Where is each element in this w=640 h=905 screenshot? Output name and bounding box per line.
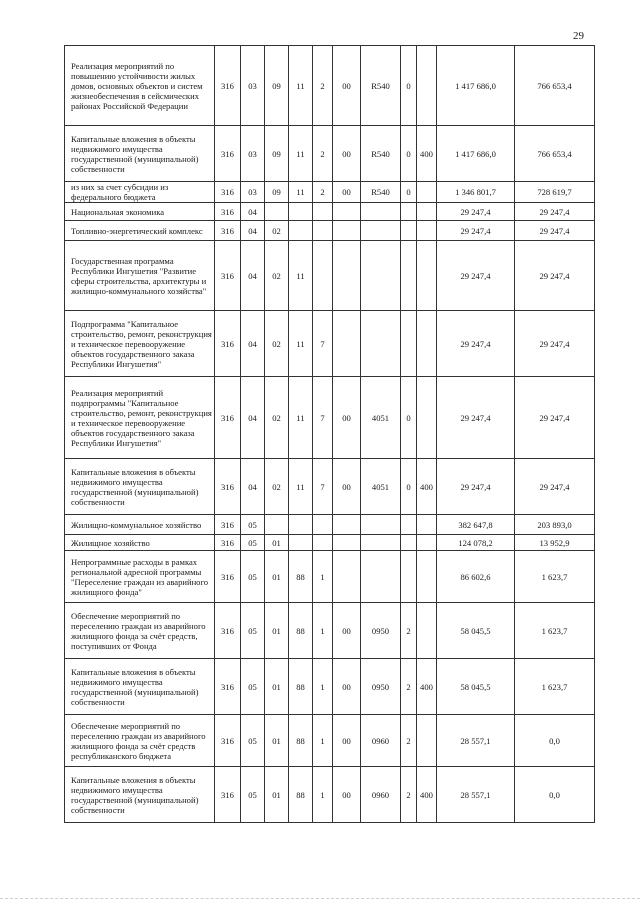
row-name: Жилищно-коммунальное хозяйство [65, 515, 215, 535]
row-direction-code: 0960 [361, 767, 401, 823]
row-subsection-code: 09 [265, 126, 289, 182]
page-bottom-edge [0, 898, 640, 900]
row-activity-code: 00 [333, 126, 361, 182]
table-row [65, 459, 595, 515]
row-activity-code: 00 [333, 767, 361, 823]
row-program-code [289, 535, 313, 551]
row-activity-code: 00 [333, 377, 361, 459]
row-detail-code: 2 [401, 767, 417, 823]
row-activity-code [333, 311, 361, 377]
row-subprogram-code [313, 221, 333, 241]
row-direction-code [361, 551, 401, 603]
row-expense-type-code: 400 [417, 659, 437, 715]
row-ved-code: 316 [215, 659, 241, 715]
row-name: Обеспечение мероприятий по переселению граждан из аварийного жилищного фонда за счёт средств республиканского бюджета [65, 715, 215, 767]
row-subsection-code: 02 [265, 311, 289, 377]
row-subsection-code: 09 [265, 46, 289, 126]
row-direction-code: R540 [361, 126, 401, 182]
row-ved-code: 316 [215, 459, 241, 515]
row-ved-code: 316 [215, 221, 241, 241]
row-program-code: 11 [289, 182, 313, 203]
row-ved-code: 316 [215, 551, 241, 603]
page-number: 29 [573, 30, 584, 42]
row-program-code: 88 [289, 659, 313, 715]
row-amount-2: 29 247,4 [515, 377, 595, 459]
row-name: Капитальные вложения в объекты недвижимого имущества государственной (муниципальной) собственности [65, 659, 215, 715]
row-name: Капитальные вложения в объекты недвижимого имущества государственной (муниципальной) собственности [65, 126, 215, 182]
row-amount-2: 29 247,4 [515, 311, 595, 377]
row-amount-1: 28 557,1 [437, 715, 515, 767]
row-subprogram-code: 1 [313, 659, 333, 715]
row-amount-2: 13 952,9 [515, 535, 595, 551]
row-activity-code: 00 [333, 603, 361, 659]
table-row [65, 551, 595, 603]
row-section-code: 05 [241, 603, 265, 659]
row-subsection-code: 01 [265, 551, 289, 603]
table-row [65, 182, 595, 203]
row-section-code: 04 [241, 459, 265, 515]
row-activity-code: 00 [333, 46, 361, 126]
row-subsection-code: 02 [265, 377, 289, 459]
row-direction-code: 4051 [361, 459, 401, 515]
row-direction-code [361, 241, 401, 311]
row-subsection-code: 01 [265, 715, 289, 767]
row-name: Обеспечение мероприятий по переселению граждан из аварийного жилищного фонда за счёт средств, поступивших от Фонда [65, 603, 215, 659]
row-detail-code: 2 [401, 659, 417, 715]
row-activity-code: 00 [333, 182, 361, 203]
row-program-code: 88 [289, 715, 313, 767]
row-subprogram-code: 2 [313, 46, 333, 126]
row-ved-code: 316 [215, 377, 241, 459]
row-subsection-code: 01 [265, 659, 289, 715]
row-detail-code: 0 [401, 46, 417, 126]
row-direction-code: 0950 [361, 603, 401, 659]
row-name: Непрограммные расходы в рамках региональной адресной программы "Переселение граждан из аварийного жилищного фонда" [65, 551, 215, 603]
row-direction-code [361, 203, 401, 221]
table-row [65, 46, 595, 126]
row-ved-code: 316 [215, 126, 241, 182]
row-activity-code [333, 515, 361, 535]
row-program-code: 11 [289, 126, 313, 182]
row-ved-code: 316 [215, 767, 241, 823]
row-subprogram-code: 2 [313, 126, 333, 182]
table-row [65, 203, 595, 221]
row-direction-code [361, 515, 401, 535]
row-detail-code [401, 203, 417, 221]
row-expense-type-code [417, 551, 437, 603]
table-row [65, 377, 595, 459]
table-row [65, 241, 595, 311]
row-amount-1: 1 417 686,0 [437, 126, 515, 182]
row-section-code: 05 [241, 767, 265, 823]
table-row [65, 126, 595, 182]
row-amount-2: 0,0 [515, 767, 595, 823]
row-subprogram-code: 1 [313, 715, 333, 767]
row-subsection-code: 01 [265, 603, 289, 659]
row-detail-code: 0 [401, 459, 417, 515]
row-direction-code: 0960 [361, 715, 401, 767]
row-subsection-code: 02 [265, 459, 289, 515]
row-amount-1: 29 247,4 [437, 377, 515, 459]
row-section-code: 05 [241, 515, 265, 535]
row-amount-2: 29 247,4 [515, 459, 595, 515]
row-ved-code: 316 [215, 715, 241, 767]
row-amount-2: 203 893,0 [515, 515, 595, 535]
row-amount-1: 86 602,6 [437, 551, 515, 603]
row-activity-code [333, 221, 361, 241]
row-program-code: 11 [289, 241, 313, 311]
row-direction-code [361, 535, 401, 551]
row-program-code: 88 [289, 551, 313, 603]
row-direction-code [361, 311, 401, 377]
budget-table [64, 45, 595, 823]
row-subsection-code: 09 [265, 182, 289, 203]
row-subprogram-code [313, 241, 333, 311]
row-expense-type-code [417, 203, 437, 221]
table-row [65, 515, 595, 535]
row-ved-code: 316 [215, 515, 241, 535]
row-detail-code [401, 515, 417, 535]
row-program-code: 11 [289, 459, 313, 515]
row-amount-1: 29 247,4 [437, 241, 515, 311]
table-row [65, 715, 595, 767]
row-expense-type-code: 400 [417, 126, 437, 182]
row-program-code [289, 515, 313, 535]
row-section-code: 05 [241, 659, 265, 715]
row-activity-code [333, 203, 361, 221]
row-ved-code: 316 [215, 182, 241, 203]
row-ved-code: 316 [215, 203, 241, 221]
row-expense-type-code [417, 241, 437, 311]
row-direction-code: 4051 [361, 377, 401, 459]
row-section-code: 03 [241, 126, 265, 182]
row-name: Капитальные вложения в объекты недвижимого имущества государственной (муниципальной) собственности [65, 459, 215, 515]
table-row [65, 659, 595, 715]
row-name: Жилищное хозяйство [65, 535, 215, 551]
row-subsection-code: 02 [265, 221, 289, 241]
row-amount-1: 58 045,5 [437, 659, 515, 715]
row-subsection-code [265, 515, 289, 535]
row-expense-type-code [417, 715, 437, 767]
row-expense-type-code [417, 603, 437, 659]
row-expense-type-code [417, 377, 437, 459]
row-subsection-code: 02 [265, 241, 289, 311]
row-detail-code: 0 [401, 126, 417, 182]
row-expense-type-code [417, 535, 437, 551]
row-program-code: 11 [289, 46, 313, 126]
row-amount-2: 1 623,7 [515, 603, 595, 659]
row-subprogram-code: 7 [313, 377, 333, 459]
row-subprogram-code [313, 535, 333, 551]
row-section-code: 04 [241, 377, 265, 459]
row-program-code [289, 203, 313, 221]
row-amount-1: 124 078,2 [437, 535, 515, 551]
row-subsection-code [265, 203, 289, 221]
row-name: Подпрограмма "Капитальное строительство, ремонт, реконструкция и техническое перевооружение объектов государственного заказа Республики Ингушетия" [65, 311, 215, 377]
row-expense-type-code [417, 182, 437, 203]
row-amount-1: 382 647,8 [437, 515, 515, 535]
table-row [65, 221, 595, 241]
row-name: Реализация мероприятий подпрограммы "Капитальное строительство, ремонт, реконструкция и техническое перевооружение объектов государственного заказа Республики Ингушетия" [65, 377, 215, 459]
row-subsection-code: 01 [265, 535, 289, 551]
row-program-code: 11 [289, 311, 313, 377]
table-row [65, 535, 595, 551]
row-amount-1: 1 346 801,7 [437, 182, 515, 203]
row-amount-2: 29 247,4 [515, 241, 595, 311]
row-name: Топливно-энергетический комплекс [65, 221, 215, 241]
table-row [65, 767, 595, 823]
row-amount-1: 28 557,1 [437, 767, 515, 823]
row-activity-code [333, 241, 361, 311]
row-program-code [289, 221, 313, 241]
row-section-code: 05 [241, 535, 265, 551]
row-subprogram-code: 7 [313, 459, 333, 515]
row-amount-2: 1 623,7 [515, 659, 595, 715]
row-activity-code: 00 [333, 659, 361, 715]
table-row [65, 311, 595, 377]
row-amount-2: 766 653,4 [515, 126, 595, 182]
row-expense-type-code [417, 221, 437, 241]
row-detail-code [401, 311, 417, 377]
row-amount-1: 1 417 686,0 [437, 46, 515, 126]
row-section-code: 04 [241, 221, 265, 241]
row-name: Реализация мероприятий по повышению устойчивости жилых домов, основных объектов и систем жизнеобеспечения в сейсмических районах Российской Федерации [65, 46, 215, 126]
row-subprogram-code: 7 [313, 311, 333, 377]
row-amount-1: 29 247,4 [437, 311, 515, 377]
row-subprogram-code [313, 515, 333, 535]
row-activity-code [333, 535, 361, 551]
row-amount-1: 58 045,5 [437, 603, 515, 659]
row-name: из них за счет субсидии из федерального бюджета [65, 182, 215, 203]
row-ved-code: 316 [215, 311, 241, 377]
row-expense-type-code [417, 311, 437, 377]
row-direction-code: 0950 [361, 659, 401, 715]
row-amount-2: 766 653,4 [515, 46, 595, 126]
row-amount-2: 1 623,7 [515, 551, 595, 603]
row-direction-code: R540 [361, 182, 401, 203]
row-section-code: 05 [241, 715, 265, 767]
row-activity-code: 00 [333, 715, 361, 767]
row-section-code: 04 [241, 203, 265, 221]
table-row [65, 603, 595, 659]
row-detail-code: 2 [401, 715, 417, 767]
row-amount-2: 29 247,4 [515, 221, 595, 241]
row-detail-code [401, 241, 417, 311]
row-detail-code [401, 221, 417, 241]
row-amount-2: 29 247,4 [515, 203, 595, 221]
row-section-code: 04 [241, 311, 265, 377]
row-ved-code: 316 [215, 46, 241, 126]
row-name: Государственная программа Республики Ингушетия "Развитие сферы строительства, архитектуры и жилищно-коммунального хозяйства" [65, 241, 215, 311]
row-detail-code [401, 551, 417, 603]
row-amount-1: 29 247,4 [437, 459, 515, 515]
row-amount-1: 29 247,4 [437, 221, 515, 241]
row-section-code: 04 [241, 241, 265, 311]
row-amount-1: 29 247,4 [437, 203, 515, 221]
row-program-code: 11 [289, 377, 313, 459]
row-activity-code: 00 [333, 459, 361, 515]
row-section-code: 03 [241, 182, 265, 203]
row-subprogram-code: 1 [313, 603, 333, 659]
row-subprogram-code: 1 [313, 767, 333, 823]
row-section-code: 03 [241, 46, 265, 126]
row-section-code: 05 [241, 551, 265, 603]
row-expense-type-code: 400 [417, 767, 437, 823]
row-detail-code: 0 [401, 182, 417, 203]
row-name: Национальная экономика [65, 203, 215, 221]
row-direction-code: R540 [361, 46, 401, 126]
row-amount-2: 728 619,7 [515, 182, 595, 203]
row-expense-type-code [417, 515, 437, 535]
row-detail-code: 0 [401, 377, 417, 459]
row-program-code: 88 [289, 767, 313, 823]
row-program-code: 88 [289, 603, 313, 659]
row-ved-code: 316 [215, 241, 241, 311]
row-name: Капитальные вложения в объекты недвижимого имущества государственной (муниципальной) собственности [65, 767, 215, 823]
row-ved-code: 316 [215, 535, 241, 551]
row-ved-code: 316 [215, 603, 241, 659]
row-detail-code: 2 [401, 603, 417, 659]
row-direction-code [361, 221, 401, 241]
row-expense-type-code: 400 [417, 459, 437, 515]
row-subprogram-code: 2 [313, 182, 333, 203]
row-expense-type-code [417, 46, 437, 126]
row-subprogram-code: 1 [313, 551, 333, 603]
row-activity-code [333, 551, 361, 603]
row-subsection-code: 01 [265, 767, 289, 823]
row-amount-2: 0,0 [515, 715, 595, 767]
row-subprogram-code [313, 203, 333, 221]
row-detail-code [401, 535, 417, 551]
